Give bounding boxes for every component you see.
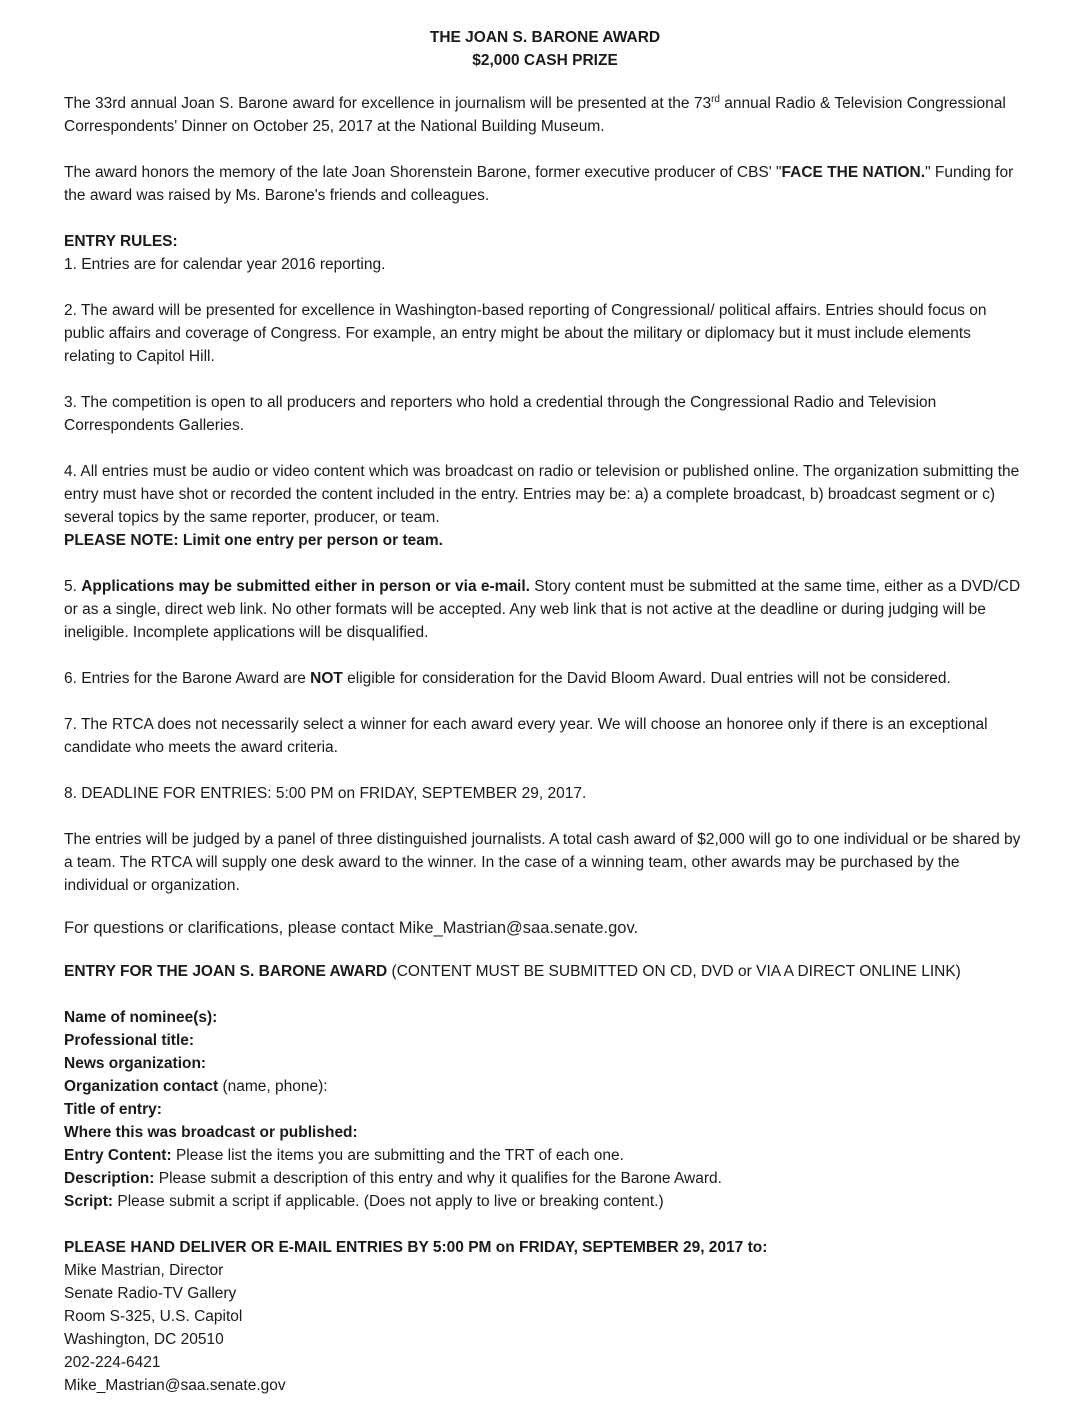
field-nominee: Name of nominee(s):	[64, 1009, 218, 1026]
document-subtitle: $2,000 CASH PRIZE	[472, 52, 618, 69]
rule-7: 7. The RTCA does not necessarily select a winner for each award every year. We will choose an honoree only if there is an exceptional candidate who meets the award criteria.	[64, 716, 988, 756]
judging-paragraph: The entries will be judged by a panel of three distinguished journalists. A total cash award of $2,000 will go to one individual or be shared by a team. The RTCA will supply one desk award to the winner. In the case of a winning team, other awards may be purchased by the individual or organization.	[64, 831, 1021, 894]
entry-heading: ENTRY FOR THE JOAN S. BARONE AWARD (CONTENT MUST BE SUBMITTED ON CD, DVD or VIA A DIRECT ONLINE LINK)	[64, 963, 961, 980]
contact-line: For questions or clarifications, please contact Mike_Mastrian@saa.senate.gov.	[64, 919, 639, 937]
address-email: Mike_Mastrian@saa.senate.gov	[64, 1377, 286, 1394]
address-line: Mike Mastrian, Director	[64, 1262, 224, 1279]
field-professional-title: Professional title:	[64, 1032, 195, 1049]
rule-2: 2. The award will be presented for excellence in Washington-based reporting of Congressional/ political affairs. Entries should focus on public affairs and coverage of Congress. For example, an entry might be about the military or diplomacy but it must include elements relating to Capitol Hill.	[64, 302, 987, 365]
delivery-heading: PLEASE HAND DELIVER OR E-MAIL ENTRIES BY 5:00 PM on FRIDAY, SEPTEMBER 29, 2017 to:	[64, 1239, 768, 1256]
address-line: Senate Radio-TV Gallery	[64, 1285, 237, 1302]
address-phone: 202-224-6421	[64, 1354, 161, 1371]
document-title: THE JOAN S. BARONE AWARD	[429, 29, 661, 46]
rule-1: 1. Entries are for calendar year 2016 reporting.	[64, 256, 386, 273]
field-entry-content: Entry Content: Please list the items you are submitting and the TRT of each one.	[64, 1147, 624, 1164]
intro-paragraph-2: The award honors the memory of the late Joan Shorenstein Barone, former executive producer of CBS' "FACE THE NATION." Funding for the award was raised by Ms. Barone's friends and colleagues.	[64, 164, 1014, 204]
field-news-organization: News organization:	[64, 1055, 207, 1072]
rules-heading: ENTRY RULES:	[64, 233, 178, 250]
rule-4-note: PLEASE NOTE: Limit one entry per person or team.	[64, 532, 443, 549]
address-line: Washington, DC 20510	[64, 1331, 224, 1348]
rule-4: 4. All entries must be audio or video content which was broadcast on radio or television or published online. The organization submitting the entry must have shot or recorded the content included in the entry. Entries may be: a) a complete broadcast, b) broadcast segment or c) several topics by the same reporter, producer, or team.	[64, 463, 1020, 526]
rule-5: 5. Applications may be submitted either in person or via e-mail. Story content must be submitted at the same time, either as a DVD/CD or as a single, direct web link. No other formats will be accepted. Any web link that is not active at the deadline or during judging will be ineligible. Incomplete applications will be disqualified.	[64, 578, 1021, 641]
field-where-broadcast: Where this was broadcast or published:	[64, 1124, 358, 1141]
rule-8-deadline: 8. DEADLINE FOR ENTRIES: 5:00 PM on FRIDAY, SEPTEMBER 29, 2017.	[64, 785, 587, 802]
document-page	[64, 26, 1026, 1397]
rule-3: 3. The competition is open to all producers and reporters who hold a credential through the Congressional Radio and Television Correspondents Galleries.	[64, 394, 937, 434]
intro-paragraph-1: The 33rd annual Joan S. Barone award for excellence in journalism will be presented at the 73rd annual Radio & Television Congressional Correspondents' Dinner on October 25, 2017 at the National Building Museum.	[64, 94, 1006, 135]
field-script: Script: Please submit a script if applicable. (Does not apply to live or breaking content.)	[64, 1193, 664, 1210]
field-description: Description: Please submit a description of this entry and why it qualifies for the Barone Award.	[64, 1170, 722, 1187]
address-line: Room S-325, U.S. Capitol	[64, 1308, 243, 1325]
field-organization-contact: Organization contact (name, phone):	[64, 1078, 328, 1095]
field-title-of-entry: Title of entry:	[64, 1101, 162, 1118]
rule-6: 6. Entries for the Barone Award are NOT eligible for consideration for the David Bloom Award. Dual entries will not be considered.	[64, 670, 951, 687]
